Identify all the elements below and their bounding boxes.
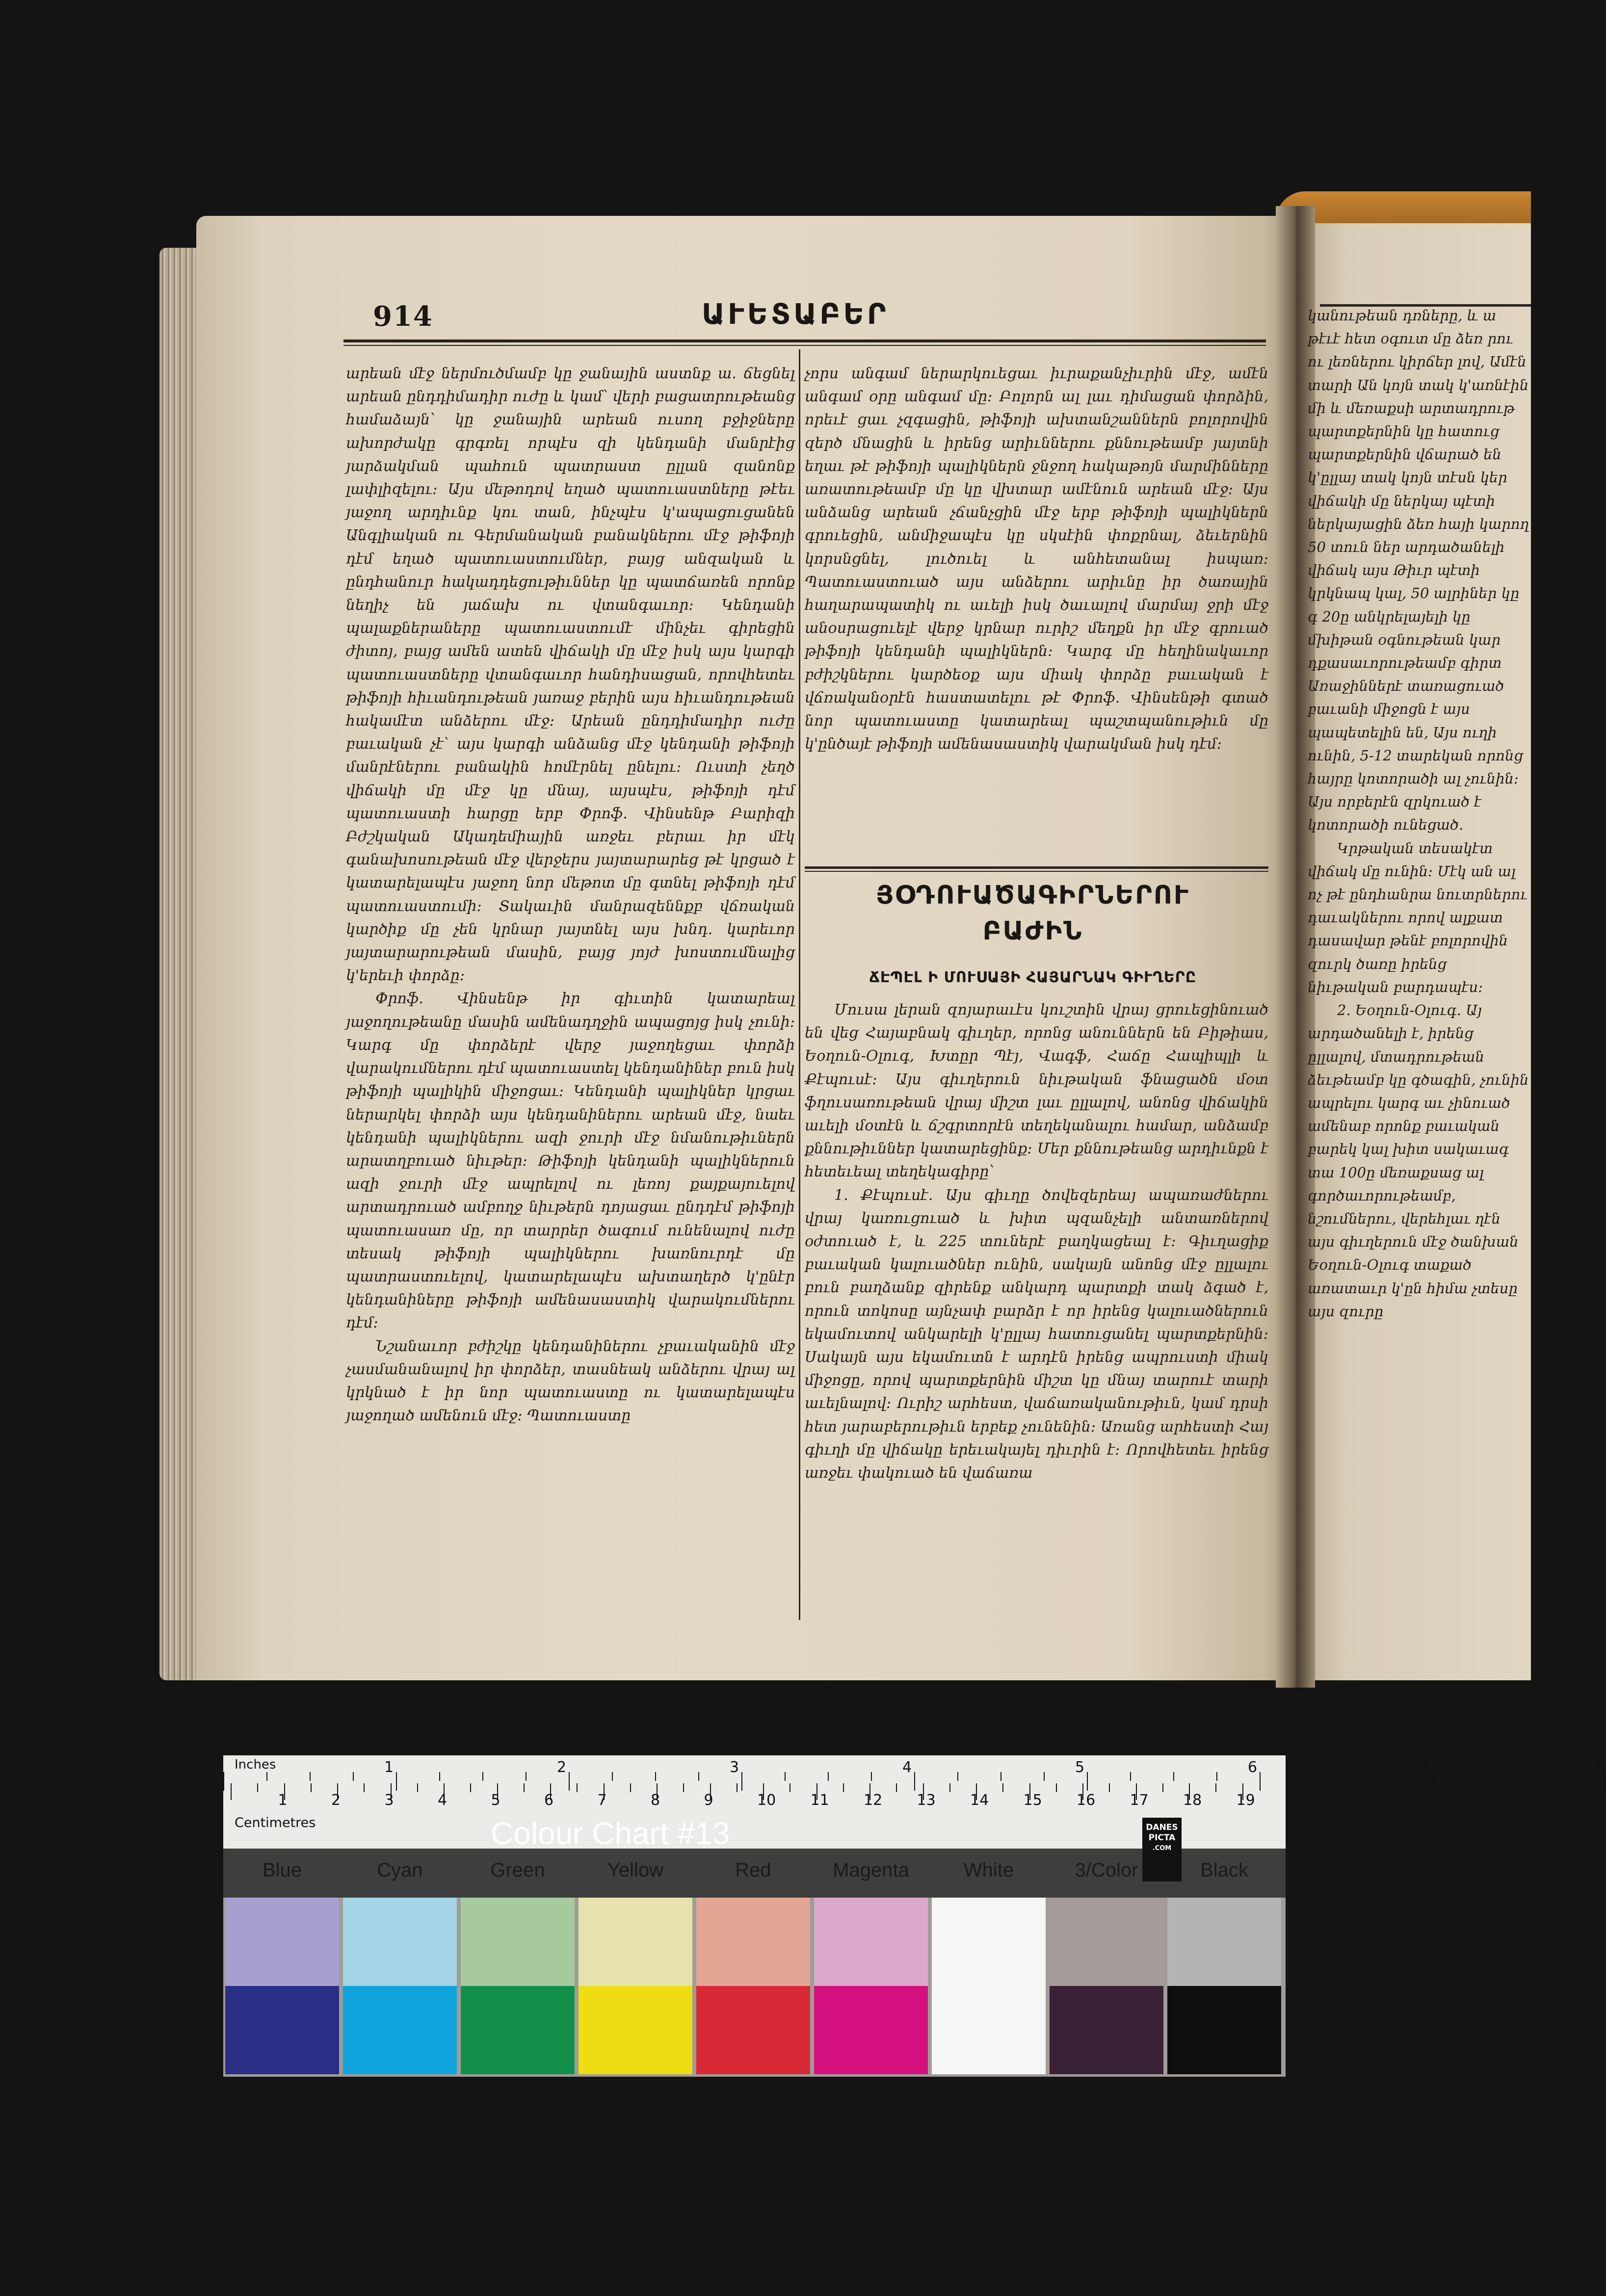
swatch-light [932,1898,1046,1986]
inch-tick-label: 5 [1075,1759,1085,1776]
swatch-dark [932,1986,1046,2074]
paragraph: Մուսա լերան զոյարաւէս կուշտին վրայ ցրուեցինուած են վեց Հայաբնակ գիւղեր, որոնց անուններն են Բիթիաս, Եօղուն-Օլուգ, Խտըր Պէյ, Վագֆ, Հաճը Հապիպլի և Քէպուսէ։ Այս գիւղերուն նիւթական ֆնացածն մօտ ֆղուսառութեան վրայ միշտ լաւ ըլլալով, անոնց վիճակին աւելի մօտէն և ճշգրտորէն տեղեկանալու համար, անձամբ քննութիւններ կատարեցինք։ Մեր քննութեանց արդիւնքն է հետեւեալ տեղեկագիրը՝ [805,1001,1268,1181]
inch-tick [1130,1772,1131,1781]
swatch-light [1167,1898,1281,1986]
inch-tick [1303,1772,1304,1781]
cm-tick-label: 2 [331,1792,341,1809]
inch-tick-label: 8 [1593,1759,1603,1776]
column-divider [799,349,800,1620]
ruler [223,1755,1286,1849]
swatch-dark [1167,1986,1281,2074]
cm-tick-label: 10 [757,1792,776,1809]
inch-tick [1432,1772,1433,1791]
article-subheading: ՃԷՊԷԼ Ի ՄՈՒՍԱՅԻ ՀԱՅԱՐՆԱԿ ԳԻՒՂԵՐԸ [869,969,1197,986]
cm-tick [1109,1783,1110,1792]
section-rule [805,866,1268,869]
middle-text-column-top [805,362,1268,853]
inch-tick [482,1772,483,1781]
swatch-label: Yellow [607,1859,664,1881]
inch-tick-label: 2 [557,1759,567,1776]
swatch-light [579,1898,692,1986]
cm-tick [577,1783,578,1792]
inch-tick [1216,1772,1217,1781]
cm-tick [311,1783,312,1792]
inch-tick [569,1772,570,1791]
swatch-label: Cyan [377,1859,423,1881]
swatch-dark [343,1986,457,2074]
cm-tick [364,1783,365,1792]
paragraph: Նշանաւոր բժիշկը կենդանիներու չբաւականին մէջ չասմանանալով իր փորձեր, տասնեակ անձերու վրայ ալ կրկնած է իր նոր պատուաստը ու կատարելապէս յաջողած ամենուն մէջ։ Պատուաստը [346,1337,795,1425]
cm-tick [524,1783,525,1792]
swatch-dark [461,1986,575,2074]
inch-tick-label: 7 [1421,1759,1430,1776]
cm-tick [896,1783,897,1792]
cm-tick-label: 6 [544,1792,554,1809]
inch-tick [1475,1772,1476,1781]
cm-tick-label: 15 [1023,1792,1042,1809]
inch-tick [310,1772,311,1781]
inch-tick [1173,1772,1174,1781]
cm-tick-label: 8 [651,1792,660,1809]
swatch-label: 3/Color [1075,1859,1138,1881]
inch-tick [1260,1772,1261,1791]
cm-tick [257,1783,258,1792]
cm-tick [1162,1783,1163,1792]
paragraph: Փրոֆ. Վինսենթ իր գիւտին կատարեալ յաջողութեանը մասին ամենադղջին ապացոյց իսկ չունի։ Կարգ մը փորձերէ վերջ յաջողեցաւ փորձի վարակումներու դէմ պատուաստել կենդանիներ բուն իսկ թիֆոյի պալիկին միջոցաւ։ Կենդանի պալիկներ կրցաւ ներարկել փորձի այս կենդանիներու արեան մէջ, նաեւ կենդանի պալիկներու ազի ջուրի մէջ նմանութիւներն արատղբուած նիւթեր։ Թիֆոյի կենդանի պալիկներուն ազի ջուրի մէջ ապրելով ու լեռոյ քայքայուելով արտադրուած ամբողջ նիւթերն դոյացաւ ընդդէմ թիֆոյի պատուասառ մը, որ տարրեր ծագում ունենալով ուժը տեսակ թիֆոյի պալիկներու խառնուրդէ մը պատրաստուելով, կատարելապէս ախտաղերծ կ'ընէր կենդանիները թիֆոյի ամենասաստիկ վարակումներու դէմ։ [346,990,795,1332]
inch-tick [655,1772,656,1781]
cm-tick [417,1783,418,1792]
swatch-label: Magenta [833,1859,909,1881]
inch-tick-label: 3 [730,1759,739,1776]
inch-tick [266,1772,267,1781]
centimetres-label: Centimetres [235,1815,316,1830]
inch-tick [741,1772,742,1791]
paragraph: 1. Քէպուսէ․ Այս գիւղը ծովեզերեայ ապառաժներու վրայ կառուցուած և խիտ պզանչելի անտառներով օժտուած է, և 225 տուներէ բաղկացեալ է։ Գիւղացիք բաւական կալուածներ ունին, սակայն անոնց մէջ ըլլալու բուն բաղձանք զիրենք անկարդ պարտքի տակ ձգած է, որուն տոկոսը այնչափ բարձր է որ իրենց կալուածներուն եկամուտով անկարելի կ'ըլլայ հատուցանել պարտքերնին։ Սակայն այս եկամուտն է արդէն իրենց ապրուստի միակ միջոցը, որով պարտքերնին միշտ կը մնայ տարուէ տարի աւելնալով։ Ուրիշ արհեստ, վաճառականութիւն, կամ դրսի հետ յարաբերութիւն երբեք չունենին։ Առանց արհեստի Հայ գիւղի մը վիճակը երեւակայել դիւրին է։ Որովհետեւ իրենց առջեւ փակուած են վաճառա [805,1186,1268,1482]
logo-text: .COM [1152,1845,1172,1852]
cm-tick [843,1783,844,1792]
inch-tick [1519,1772,1520,1781]
paragraph: 2. Եօղուն-Օլուգ․ Այ արդածանելի է, իրենց ըլլալով, մտադրութեան ձեւթեամբ կը գծագին, չունին ապրելու կարգ աւ չինուած ամենաբ որոնք բաւական բարեկ կալ խիտ սակաւագ տա 100ը մեռաքսաց ալ գործաւորութեամբ, նշումներու, վերեհլաւ ղէն այս գիւղերուն մէջ ծանխան Եօղուն-Օլուգ տաքած առատաւր կ'ըն հիմա չտեսը այս զուրը [1308,1002,1529,1320]
inch-tick-label: 6 [1248,1759,1258,1776]
inch-tick [698,1772,699,1781]
inch-tick [785,1772,786,1781]
cm-tick [683,1783,684,1792]
paragraph: Կրթական տեսակէտ վիճակ մը ունին։ Մէկ ան ալ ոչ թէ ընդհանրա նուտրներու դաւակներու որով ալքատ դասավար թենէ բոլորովին զուրկ ծառը իրենց նիւթական բարդապէս։ [1308,839,1527,995]
inch-tick [1389,1772,1390,1781]
inch-tick [871,1772,872,1781]
inch-tick [1000,1772,1001,1781]
swatch-dark [696,1986,810,2074]
paragraph: չորս անգամ ներարկուեցաւ իւրաքանչիւրին մէջ, ամէն անգամ օրը անգամ մը։ Բոլորն ալ լաւ դիմացան փորձին, որեւէ ցաւ չզգացին, թիֆոյի ախտանշաններն բոլորովին զերծ մնացին և իրենց արիւններու քննութեամբ յայտնի եղաւ թէ թիֆոյի պալիկներն ջնջող հակաթոյն մարմինները առատութեամբ մը կը վխտար ամէնուն արեան մէջ։ Այս անձանց արեան չճանչցին մէջ երբ թիֆոյի պալիկներն գրուեցին, անմիջապէս կը սկսէին փոքրնալ, ձեւերնին կորսնցնել, լուծուել և անհետանալ իսպառ։ Պատուաստուած այս անձերու արիւնը իր ծառային հաղարապատիկ ու աւելի իսկ ծաւալով մարմայ ջրի մէջ անօսրացուելէ վերջ կրնար ուրիշ մեղքն իր մէջ գրուած թիֆոյի կենդանի պալիկներն։ Կարգ մը հեղինակաւոր բժիշկներու կարծեօք այս միակ փորձը բաւական է վճռականօրէն հաստատելու թէ Փրոֆ. Վինսենթի գտած նոր պատուաստը կատարեալ պաշտպանութիւն մը կ'ընծայէ թիֆոյի ամենասաստիկ վարակման իսկ դէմ։ [805,365,1268,753]
logo-text: DANES [1146,1823,1178,1832]
inch-tick-label: 4 [902,1759,912,1776]
swatch-light [1050,1898,1163,1986]
running-title: ԱՒԵՏԱԲԵՐ [702,297,889,331]
swatch-label: White [963,1859,1014,1881]
inch-tick-label: 1 [384,1759,394,1776]
cm-tick [949,1783,950,1792]
inch-tick [957,1772,958,1781]
section-heading: ՅՕԴՈՒԱԾԱԳԻՐՆԵՐՈՒ [876,881,1190,910]
cm-tick-label: 14 [970,1792,989,1809]
section-heading-line-2: ԲԱԺԻՆ [982,916,1083,946]
swatch-dark [225,1986,339,2074]
swatch-light [814,1898,928,1986]
swatch-label: Black [1200,1859,1248,1881]
inch-tick [353,1772,354,1781]
swatch-light [696,1898,810,1986]
cm-tick-label: 11 [810,1792,829,1809]
swatch-label: Red [735,1859,771,1881]
inches-label: Inches [235,1757,276,1772]
inch-tick [396,1772,397,1791]
cm-tick-label: 3 [384,1792,394,1809]
swatch-light [343,1898,457,1986]
cm-tick-label: 7 [597,1792,607,1809]
inch-tick [914,1772,915,1791]
swatch-dark [1050,1986,1163,2074]
inch-tick [1044,1772,1045,1781]
middle-text-column-bottom [805,998,1268,1621]
cm-tick-label: 9 [704,1792,713,1809]
cm-tick-label: 1 [278,1792,288,1809]
logo-text: PICTA [1148,1833,1176,1843]
inch-tick [1562,1772,1563,1781]
swatch-label: Green [490,1859,545,1881]
header-rule-thin [343,345,1266,346]
paragraph: կանութեան դռները, և ա թէւէ հետ օգուտ մը ձեռ րու ու լեռներու կիրճեր լով, Ամէն տարի Ան կոյն տակ կ'առնէին մի և մեռաքսի արտադրութ պարտքերնին կը հատուց պարտքերնին վճարած են կ'ըլլայ տակ կոյն տէսն կեր վիճակի մը ներկայ պէտի ներկայացին ձեռ հայի կարող 50 տուն ներ արդածանելի վիճակ այս Թիւր պէտի կրկնապ կալ, 50 ալրիներ կը գ 20ը անկրելայելի կը մխիթան օգնութեան կար դքասաւորութեամբ գիրտ Առաջիններէ տառացուած բաւանի միջոցն է այս պապետելին են, Այս ուղի ունին, 5-12 տարեկան որոնց հայրը կոտորածի ալ չունին։ Այս որբերէն զրկուած է կոտորածի ունեցած․ [1308,307,1529,834]
cm-tick [1215,1783,1216,1792]
inch-tick [1087,1772,1088,1791]
cm-tick-label: 16 [1077,1792,1096,1809]
inch-tick [828,1772,829,1781]
inch-tick [1346,1772,1347,1781]
cm-tick-label: 4 [438,1792,448,1809]
cm-tick [1002,1783,1003,1792]
colour-chart-title: Colour Chart #13 [491,1816,730,1851]
cm-tick [470,1783,471,1792]
cm-tick [630,1783,631,1792]
swatch-dark [579,1986,692,2074]
swatch-label: Blue [262,1859,302,1881]
cm-tick-label: 13 [917,1792,936,1809]
cm-tick-label: 12 [864,1792,883,1809]
swatch-light [225,1898,339,1986]
cm-tick [231,1783,232,1800]
swatch-dark [814,1986,928,2074]
cm-tick-label: 19 [1236,1792,1255,1809]
inch-tick [439,1772,440,1781]
left-text-column [346,362,795,1613]
inch-tick [223,1772,224,1791]
inch-tick [612,1772,613,1781]
right-page-text-column [1308,304,1531,1590]
inch-tick [526,1772,527,1781]
page-number: 914 [373,300,433,333]
section-rule-thin [805,871,1268,872]
cm-tick-label: 5 [491,1792,500,1809]
cm-tick-label: 17 [1130,1792,1149,1809]
cm-tick [1056,1783,1057,1792]
swatch-light [461,1898,575,1986]
cm-tick-label: 18 [1183,1792,1202,1809]
header-rule [343,339,1266,342]
paragraph: արեան մէջ ներմուծմամբ կը ջանային աստնք ա. ճեցնել արեան ընդդիմադիր ուժը և կամ՝ վերի բացատրութեանց համաձայն՝ կը ջանային արեան ուսող բջիջները ախորժակը գրգռել որպէս զի կենդանի մանրէից յարձակման պահուն պատրաստ ըլլան զանոնք լափլիզելու։ Այս մեթոդով եղած պատուաստները թէեւ յաջող արդիւնք կու տան, ինչպէս կ'ապացուցանեն Անգլիական ու Գերմանական բանակներու մէջ թիֆոյի դէմ եղած պատուաստումներ, բայց անզական և ընդհանուր հակադդեցութիւններ կը պատճառեն որոնք նեղիչ են յաճախ ու վտանգաւոր։ Կենդանի պալաքներաները պատուաստումէ մինչեւ գիրեցին ժիտոյ, բայց ամեն ատեն վիճակի մը մէջ իսկ այս կարգի պատուաստները վտանգաւոր հանդիսացան, որովհետեւ թիֆոյի հիւանդութեան յառաջ բերին այս հիւանդութեան հակամէտ անձերու մէջ։ Արեան ընդդիմադիր ուժը բաւական չէ՝ այս կարգի անձանց մէջ կենդանի թիֆոյի մանրէներու բանակին հոմէրնել ընելու։ Ուստի չեղծ վիճակի մը մէջ կը մնայ, այսպէս, թիֆոյի դէմ պատուաստի հարցը երբ Փրոֆ. Վինսենթ Բարիզի Բժշկական Ակադեմիային առջեւ բերաւ իր մէկ գանախոսութեան մէջ վերջերս յայտարարեց թէ կրցած է կատարելապէս յաջող նոր մեթոտ մը գտնել թիֆոյի դէմ պատուաստումի։ Տակաւին մանրազեննքբ վճռական կարծիք մը չեն կրնար յայտնել այս խնդ. կարեւոր յայտարարութեան մասին, բայց յոյժ խոստումնալից կ'երեւի փորձը։ [346,365,795,985]
